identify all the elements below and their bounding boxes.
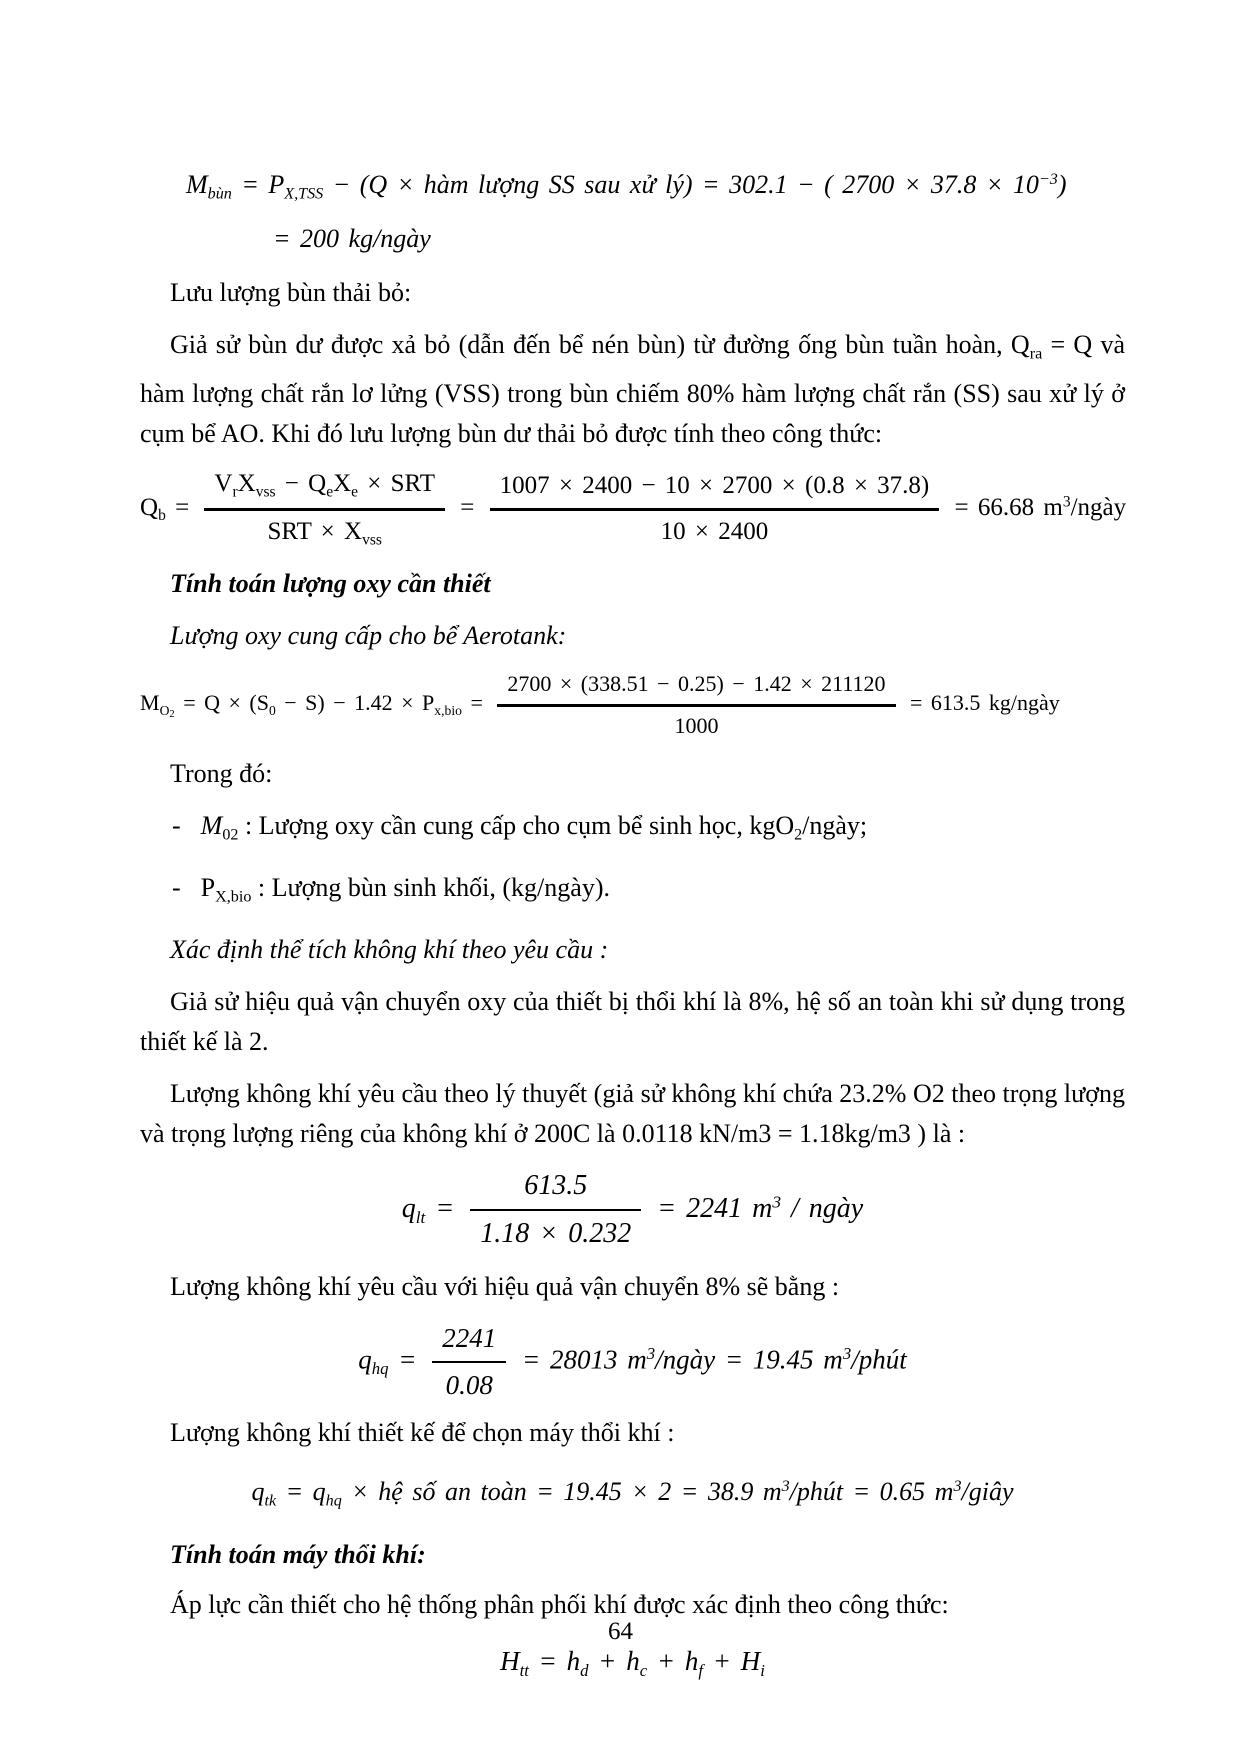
math-var: M (186, 169, 208, 199)
math-subsub: 2 (169, 709, 175, 721)
math-sub: x,bio (434, 703, 462, 719)
math-op: = (388, 1343, 427, 1374)
frac-numerator: 613.5 (470, 1166, 641, 1211)
math-expr: = q (276, 1476, 326, 1506)
math-sub: 2 (794, 827, 803, 845)
math-var: P (200, 873, 216, 903)
fraction-symbolic (204, 466, 445, 552)
frac-numerator: 2700 × (338.51 − 0.25) − 1.42 × 211120 (497, 668, 895, 707)
math-sub: X,TSS (284, 185, 324, 203)
bullet-text: : Lượng bùn sinh khối, (kg/ngày). (251, 873, 610, 903)
math-expr: − Q (275, 470, 327, 498)
line-luong-oxy-aerotank (140, 616, 1125, 656)
math-result: 2241 m (686, 1192, 773, 1224)
para-text: Áp lực cần thiết cho hệ thống phân phối khí được xác định theo công thức: (170, 1590, 949, 1620)
math-var: X (237, 470, 256, 498)
math-exponent: −3 (1038, 171, 1058, 188)
math-var: Q (140, 493, 159, 521)
para-text: Lượng không khí yêu cầu với hiệu quả vận chuyển 8% sẽ bằng : (170, 1271, 840, 1301)
formula-m-bun-line2 (140, 217, 1125, 261)
math-sub: vss (255, 483, 276, 501)
formula-m-bun-line1 (140, 158, 1125, 217)
frac-denominator: 1000 (674, 712, 719, 738)
math-expr: × SRT (358, 470, 435, 498)
math-op: = (461, 690, 492, 716)
fraction-numeric (432, 1319, 506, 1405)
para-text: Lượng không khí thiết kế để chọn máy thổi khí : (170, 1417, 675, 1447)
math-exponent: 3 (842, 1343, 852, 1363)
frac-denominator (204, 511, 445, 553)
para-gia-su-bun-du (140, 325, 1125, 455)
bullet-m02 (140, 806, 1125, 856)
math-op: = (647, 1192, 687, 1224)
heading-text: Tính toán lượng oxy cần thiết (170, 569, 491, 599)
math-var: M (140, 690, 160, 716)
math-op: = (451, 493, 484, 521)
math-var: V (214, 470, 233, 498)
math-sub: hq (371, 1358, 389, 1378)
para-gia-su-hieu-qua (140, 982, 1125, 1062)
line-xac-dinh-the-tich (140, 930, 1125, 970)
math-unit: /phút (851, 1343, 907, 1374)
formula-qhq (140, 1319, 1125, 1405)
math-op: = (231, 169, 269, 199)
math-expr: = Q × (S (174, 690, 269, 716)
math-expr: /phút = 0.65 m (789, 1476, 954, 1506)
math-unit: / ngày (781, 1192, 864, 1224)
fraction-numeric (470, 1166, 641, 1255)
math-op: = (425, 1192, 465, 1224)
math-var: P (268, 169, 285, 199)
para-text: Giả sử hiệu quả vận chuyển oxy của thiết bị thổi khí là 8%, hệ số an toàn khi sử dụng trong thiết kế là 2. (140, 986, 1125, 1056)
math-sub: b (158, 507, 166, 525)
heading-tinh-toan-may-thoi-khi (140, 1535, 1125, 1575)
formula-qb (140, 466, 1125, 552)
formula-mo2 (140, 668, 1125, 742)
math-expr: = h (528, 1646, 581, 1677)
para-text: Lượng oxy cung cấp cho bể Aerotank: (170, 621, 567, 651)
math-sub: tt (519, 1661, 529, 1681)
math-result: = 66.68 m (945, 493, 1063, 521)
line-trong-do (140, 754, 1125, 794)
bullet-dash: - (172, 873, 181, 903)
para-luu-luong-bun (140, 273, 1125, 313)
math-sub: r (232, 483, 238, 501)
para-text: Lưu lượng bùn thải bỏ: (170, 277, 412, 307)
frac-denominator: 1.18 × 0.232 (480, 1218, 632, 1250)
para-khong-khi-thiet-ke (140, 1413, 1125, 1453)
math-result: = 613.5 kg/ngày (901, 690, 1060, 716)
para-text: Giả sử bùn dư được xả bỏ (dẫn đến bể nén bùn) từ đường ống bùn tuần hoàn, Q (170, 329, 1030, 359)
math-expr: + h (588, 1646, 640, 1677)
math-op: = (165, 493, 199, 521)
math-expr: + h (647, 1646, 699, 1677)
formula-qtk (140, 1465, 1125, 1524)
frac-numerator (204, 466, 445, 511)
formula-m-bun (140, 158, 1125, 261)
math-sub: i (760, 1661, 765, 1681)
math-sub: 0 (268, 703, 276, 719)
math-var: q (401, 1192, 416, 1224)
math-sub: X,bio (215, 888, 252, 906)
math-sub: hq (325, 1492, 342, 1510)
math-exponent: 3 (781, 1477, 790, 1495)
bullet-text: /ngày; (802, 811, 868, 841)
math-var: q (358, 1343, 372, 1374)
frac-denominator: 10 × 2400 (660, 517, 769, 545)
subscript-ra: ra (1029, 345, 1043, 363)
math-exponent: 3 (1062, 493, 1071, 511)
math-exponent: 3 (953, 1477, 962, 1495)
math-unit: /giây (961, 1476, 1014, 1506)
formula-qlt (140, 1166, 1125, 1255)
math-expr: × hệ số an toàn = 19.45 × 2 = 38.9 m (341, 1476, 782, 1506)
math-sub: f (698, 1661, 704, 1681)
math-sub: tk (264, 1492, 277, 1510)
math-sub: c (639, 1661, 648, 1681)
fraction-numeric (490, 468, 940, 550)
frac-numerator: 1007 × 2400 − 10 × 2700 × (0.8 × 37.8) (490, 468, 940, 511)
math-sub: d (580, 1661, 589, 1681)
math-sub: O (159, 703, 170, 719)
math-sub: vss (362, 531, 382, 549)
math-exponent: 3 (772, 1192, 782, 1211)
math-expr: + H (703, 1646, 761, 1677)
math-var: H (500, 1646, 520, 1677)
bullet-dash: - (172, 811, 181, 841)
math-result: = 28013 m (512, 1343, 647, 1374)
math-sub: e (326, 483, 334, 501)
math-expr: /ngày = 19.45 m (655, 1343, 843, 1374)
math-expr: SRT × X (267, 517, 363, 545)
math-var: q (251, 1476, 265, 1506)
para-khong-khi-ly-thuyet (140, 1074, 1125, 1154)
frac-denominator: 0.08 (445, 1369, 493, 1400)
page-number: 64 (608, 1618, 633, 1645)
math-sub: bùn (207, 185, 232, 203)
math-unit: /ngày (1070, 493, 1127, 521)
heading-text: Tính toán máy thổi khí: (170, 1540, 426, 1570)
para-text: Trong đó: (170, 759, 273, 789)
para-text: Lượng không khí yêu cầu theo lý thuyết (giả sử không khí chứa 23.2% O2 theo trọng lượng và trọng lượng riêng của không khí ở 200C là 0.0118 kN/m3 = 1.18kg/m3 ) là : (140, 1078, 1125, 1148)
math-var: M (200, 811, 223, 841)
para-text: = Q và hàm lượng chất rắn lơ lửng (VSS) trong bùn chiếm 80% hàm lượng chất rắn (SS) sau xử lý ở cụm bể AO. Khi đó lưu lượng bùn dư thải bỏ được tính theo công thức: (140, 329, 1125, 449)
math-close-paren: ) (1057, 169, 1067, 199)
math-sub: 02 (222, 827, 239, 845)
math-sub: e (351, 483, 359, 501)
math-result: = 200 kg/ngày (273, 223, 431, 253)
fraction-numeric (497, 668, 895, 742)
heading-tinh-toan-oxy (140, 564, 1125, 604)
para-khong-khi-hieu-qua (140, 1267, 1125, 1307)
math-expr: − (Q × hàm lượng SS sau xử lý) = 302.1 − ( 2700 × 37.8 × 10 (323, 169, 1039, 199)
para-text: Xác định thể tích không khí theo yêu cầu : (170, 934, 609, 964)
frac-numerator: 2241 (432, 1319, 506, 1363)
math-sub: lt (415, 1207, 426, 1227)
bullet-pxbio (140, 868, 1125, 918)
math-expr: − S) − 1.42 × P (275, 690, 435, 716)
math-exponent: 3 (646, 1343, 656, 1363)
bullet-text: : Lượng oxy cần cung cấp cho cụm bể sinh học, kgO (238, 811, 795, 841)
math-var: X (333, 470, 352, 498)
